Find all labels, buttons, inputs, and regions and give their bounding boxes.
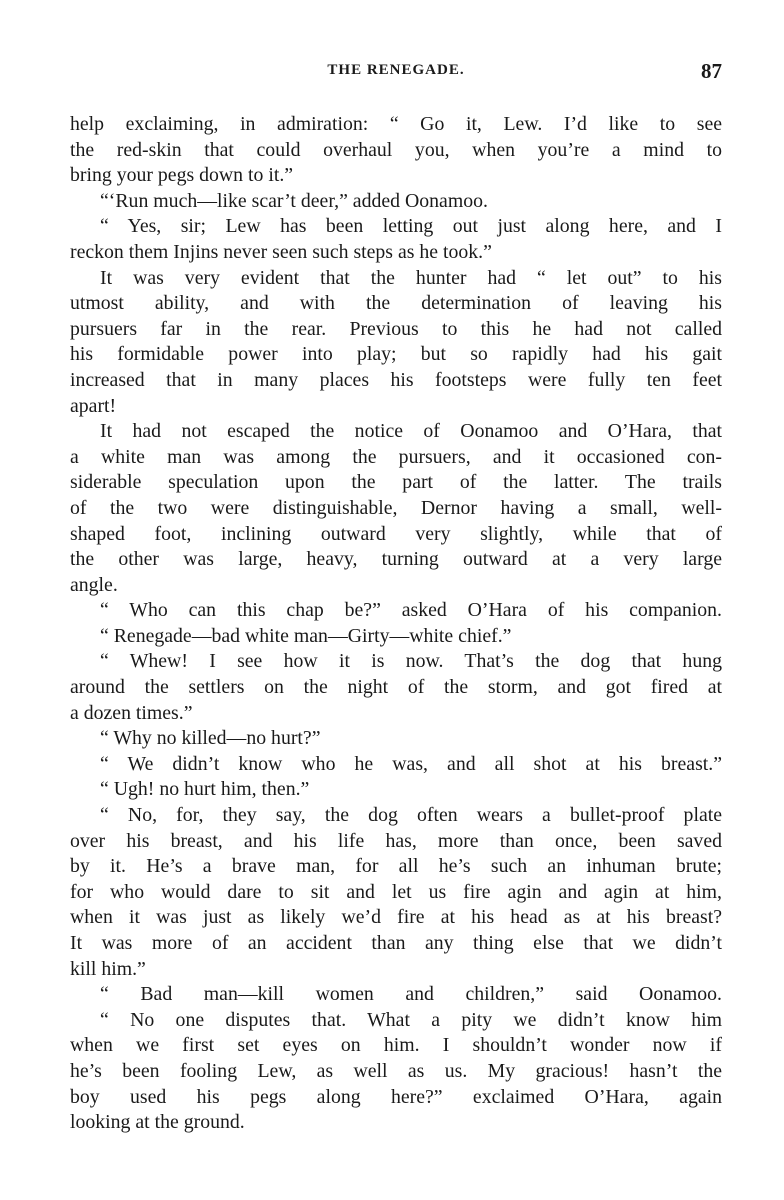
- text-line: “ No, for, they say, the dog often wears a bullet-proof plate: [100, 804, 722, 827]
- text-line: “ Renegade—bad white man—Girty—white chief.”: [100, 624, 512, 647]
- text-line: his formidable power into play; but so rapidly had his gait: [70, 343, 722, 366]
- text-line: the red-skin that could overhaul you, when you’re a mind to: [70, 138, 722, 161]
- running-title: THE RENEGADE.: [327, 62, 465, 78]
- text-line: the other was large, heavy, turning outward at a very large: [70, 548, 722, 571]
- text-line: “ Why no killed—no hurt?”: [100, 727, 321, 750]
- text-line: a dozen times.”: [70, 701, 193, 724]
- text-line: of the two were distinguishable, Dernor having a small, well-: [70, 496, 722, 519]
- text-line: he’s been fooling Lew, as well as us. My gracious! hasn’t the: [70, 1059, 722, 1082]
- text-line: It was very evident that the hunter had “ let out” to his: [100, 266, 722, 289]
- text-line: It had not escaped the notice of Oonamoo and O’Hara, that: [100, 420, 722, 443]
- text-line: a white man was among the pursuers, and it occasioned con-: [70, 445, 722, 468]
- text-line: apart!: [70, 394, 117, 417]
- text-line: siderable speculation upon the part of the latter. The trails: [70, 471, 722, 494]
- text-line: over his breast, and his life has, more than once, been saved: [70, 829, 722, 852]
- body-text: [70, 112, 722, 1136]
- text-line: looking at the ground.: [70, 1111, 245, 1134]
- text-line: “ No one disputes that. What a pity we didn’t know him: [100, 1008, 722, 1031]
- text-line: “‘Run much—like scar’t deer,” added Oonamoo.: [100, 189, 488, 212]
- text-line: kill him.”: [70, 957, 146, 980]
- text-line: reckon them Injins never seen such steps as he took.”: [70, 240, 492, 263]
- text-line: when it was just as likely we’d fire at his head as at his breast?: [70, 906, 722, 929]
- text-line: utmost ability, and with the determination of leaving his: [70, 292, 722, 315]
- text-line: “ Ugh! no hurt him, then.”: [100, 778, 310, 801]
- text-line: help exclaiming, in admiration: “ Go it, Lew. I’d like to see: [70, 113, 722, 135]
- text-line: around the settlers on the night of the storm, and got fired at: [70, 676, 722, 699]
- text-line: “ Whew! I see how it is now. That’s the dog that hung: [100, 650, 722, 673]
- text-line: boy used his pegs along here?” exclaimed O’Hara, again: [70, 1085, 722, 1108]
- text-line: shaped foot, inclining outward very slightly, while that of: [70, 522, 722, 545]
- text-line: “ We didn’t know who he was, and all shot at his breast.”: [100, 752, 722, 775]
- page-number: 87: [701, 59, 722, 83]
- text-line: pursuers far in the rear. Previous to this he had not called: [70, 317, 722, 340]
- running-head: [70, 59, 722, 88]
- text-line: “ Bad man—kill women and children,” said Oonamoo.: [100, 983, 722, 1006]
- text-line: when we first set eyes on him. I shouldn’t wonder now if: [70, 1034, 722, 1057]
- text-line: increased that in many places his footsteps were fully ten feet: [70, 368, 722, 391]
- text-line: It was more of an accident than any thing else that we didn’t: [70, 932, 722, 954]
- text-line: “ Who can this chap be?” asked O’Hara of his companion.: [100, 599, 722, 622]
- text-line: bring your pegs down to it.”: [70, 164, 294, 187]
- text-line: “ Yes, sir; Lew has been letting out just along here, and I: [100, 215, 722, 238]
- text-line: angle.: [70, 573, 118, 596]
- text-line: by it. He’s a brave man, for all he’s such an inhuman brute;: [70, 855, 722, 878]
- text-line: for who would dare to sit and let us fire agin and agin at him,: [70, 880, 722, 903]
